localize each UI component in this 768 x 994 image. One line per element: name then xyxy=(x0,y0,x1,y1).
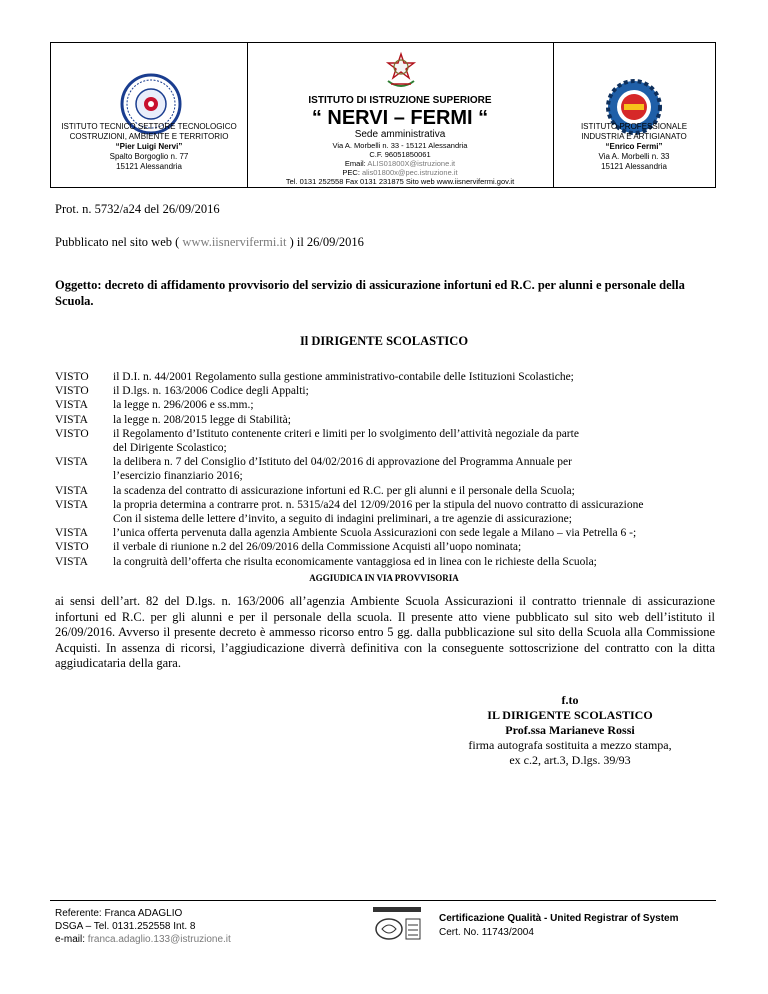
consideration-text: la propria determina a contrarre prot. n. 5315/a24 del 12/09/2016 per la stipula del nuovo contratto di assicurazione xyxy=(113,498,644,511)
consideration-text: del Dirigente Scolastico; xyxy=(113,442,227,455)
consideration-label: VISTA xyxy=(55,555,88,568)
consideration-label xyxy=(55,512,113,526)
school-tax-code: C.F. 96051850061 xyxy=(369,150,431,159)
consideration-label: VISTA xyxy=(55,484,88,497)
footer-contact xyxy=(55,907,231,946)
nervi-type-line: ISTITUTO TECNICO SETTORE TECNOLOGICO xyxy=(61,122,237,131)
dirigente-heading: Il DIRIGENTE SCOLASTICO xyxy=(299,334,469,348)
considerations-list xyxy=(55,370,720,569)
school-address: Via A. Morbelli n. 33 - 15121 Alessandria xyxy=(332,141,468,150)
nervi-institute-info xyxy=(51,122,247,172)
consideration-row xyxy=(55,526,720,540)
protocol-number: Prot. n. 5732/a24 del 26/09/2016 xyxy=(55,202,220,216)
footer-certification xyxy=(439,912,679,940)
certification-title: Certificazione Qualità - United Registrar of System xyxy=(439,913,679,924)
consideration-row xyxy=(55,512,720,526)
school-email-line xyxy=(247,159,553,168)
consideration-row xyxy=(55,540,720,554)
school-pec-link[interactable]: alis01800x@pec.istruzione.it xyxy=(362,168,458,177)
decision-paragraph: ai sensi dell’art. 82 del D.lgs. n. 163/2006 all’agenzia Ambiente Scuola Assicurazioni il contratto triennale di assicurazione infortuni ed R.C. per gli alunni e per il personale della scuola. Il presente atto viene pubblicato sul sito web dell’istituto il 26/09/2016. Avverso il presente decreto è ammesso ricorso entro 5 gg. dalla pubblicazione sul sito della Scuola alla Commissione Acquisti. In assenza di ricorsi, l’aggiudicazione diverrà definitiva con la conseguente sottoscrizione del contratto con la ditta aggiudicataria della gara. xyxy=(55,594,715,671)
consideration-row xyxy=(55,370,720,384)
letterhead-right xyxy=(553,43,715,187)
publication-line xyxy=(55,235,364,250)
certification-number: Cert. No. 11743/2004 xyxy=(439,927,534,938)
footer-email-line xyxy=(55,933,231,946)
consideration-row xyxy=(55,413,720,427)
nervi-address: Spalto Borgoglio n. 77 xyxy=(109,152,189,161)
school-name: “ NERVI – FERMI “ xyxy=(311,107,489,129)
publication-prefix: Pubblicato nel sito web ( xyxy=(55,235,183,249)
consideration-label: VISTA xyxy=(55,527,88,540)
footer-email-label: e-mail: xyxy=(55,934,88,945)
fermi-address: Via A. Morbelli n. 33 xyxy=(598,152,670,161)
consideration-label: VISTO xyxy=(55,371,89,383)
signature-legal-ref: ex c.2, art.3, D.lgs. 39/93 xyxy=(509,753,631,767)
letterhead-left xyxy=(51,43,248,187)
consideration-row xyxy=(55,469,720,483)
subject: Oggetto: decreto di affidamento provvisorio del servizio di assicurazione infortuni ed R.C. per alunni e personale della Scuola. xyxy=(55,278,685,308)
consideration-label: VISTO xyxy=(55,385,89,398)
nervi-city: 15121 Alessandria xyxy=(116,162,182,171)
consideration-label: VISTO xyxy=(55,541,89,554)
signature-title: IL DIRIGENTE SCOLASTICO xyxy=(487,708,653,722)
consideration-text: la legge n. 296/2006 e ss.mm.; xyxy=(113,399,254,412)
nervi-branch-line: COSTRUZIONI, AMBIENTE E TERRITORIO xyxy=(69,132,229,141)
consideration-row xyxy=(55,384,720,398)
letterhead-center xyxy=(247,43,554,187)
consideration-text: l’esercizio finanziario 2016; xyxy=(113,470,243,483)
school-seat: Sede amministrativa xyxy=(354,129,446,140)
signature-name: Prof.ssa Marianeve Rossi xyxy=(505,723,635,737)
consideration-text: la delibera n. 7 del Consiglio d’Istituto del 04/02/2016 di approvazione del Programma Annuale per xyxy=(113,456,572,469)
consideration-label xyxy=(55,441,113,455)
letterhead xyxy=(50,42,716,188)
consideration-row xyxy=(55,498,720,512)
consideration-label: VISTO xyxy=(55,427,89,440)
consideration-label xyxy=(55,469,113,483)
consideration-text: la congruità dell’offerta che risulta economicamente vantaggiosa ed in linea con le richieste della Scuola; xyxy=(113,555,597,568)
signature-block xyxy=(420,693,720,768)
consideration-row xyxy=(55,484,720,498)
consideration-row xyxy=(55,555,720,569)
consideration-label: VISTA xyxy=(55,399,88,412)
consideration-text: il verbale di riunione n.2 del 26/09/2016 della Commissione Acquisti all’uopo nominata; xyxy=(113,541,522,554)
consideration-row xyxy=(55,427,720,441)
email-label: Email: xyxy=(344,159,368,168)
fermi-name: “Enrico Fermi” xyxy=(605,142,663,151)
footer-divider xyxy=(50,900,716,901)
italian-republic-emblem-icon xyxy=(384,51,418,89)
fermi-type-line: ISTITUTO PROFESSIONALE xyxy=(580,122,688,131)
website-link[interactable]: www.iisnervifermi.it xyxy=(182,235,287,249)
consideration-row xyxy=(55,441,720,455)
consideration-text: Con il sistema delle lettere d’invito, a seguito di indagini preliminari, a tre agenzie di assicurazione; xyxy=(113,513,572,526)
consideration-text: il Regolamento d’Istituto contenente criteri e limiti per lo svolgimento dell’attività negoziale da parte xyxy=(113,427,579,440)
school-phone-web: Tel. 0131 252558 Fax 0131 231875 Sito web www.iisnervifermi.gov.it xyxy=(285,177,515,186)
school-contacts xyxy=(247,141,553,186)
aggiudica-heading: AGGIUDICA IN VIA PROVVISORIA xyxy=(309,573,459,583)
fermi-institute-info xyxy=(553,122,715,172)
publication-suffix: ) il 26/09/2016 xyxy=(286,235,364,249)
footer-referente: Referente: Franca ADAGLIO xyxy=(55,908,183,919)
consideration-text: l’unica offerta pervenuta dalla agenzia Ambiente Scuola Assicurazioni con sede legale a Milano – via Petrella 6 -; xyxy=(113,527,637,540)
school-email-link[interactable]: ALIS01800X@istruzione.it xyxy=(367,159,456,168)
fermi-branch-line: INDUSTRIA E ARTIGIANATO xyxy=(581,132,687,141)
footer-email-link[interactable]: franca.adaglio.133@istruzione.it xyxy=(87,934,231,945)
consideration-label: VISTA xyxy=(55,456,88,469)
certification-mark-icon xyxy=(370,905,424,945)
consideration-row xyxy=(55,398,720,412)
nervi-name: “Pier Luigi Nervi” xyxy=(115,142,183,151)
consideration-text: la scadenza del contratto di assicurazione infortuni ed R.C. per gli alunni e il personale della Scuola; xyxy=(113,484,575,497)
school-type: ISTITUTO DI ISTRUZIONE SUPERIORE xyxy=(308,95,492,106)
signature-fto: f.to xyxy=(561,693,579,707)
consideration-label: VISTA xyxy=(55,498,88,511)
pec-label: PEC: xyxy=(342,168,362,177)
consideration-label: VISTA xyxy=(55,413,88,426)
fermi-city: 15121 Alessandria xyxy=(601,162,667,171)
signature-note: firma autografa sostituita a mezzo stampa, xyxy=(468,738,672,752)
school-pec-line xyxy=(247,168,553,177)
footer-dsga: DSGA – Tel. 0131.252558 Int. 8 xyxy=(55,921,196,932)
consideration-text: il D.I. n. 44/2001 Regolamento sulla gestione amministrativo-contabile delle Istituzioni Scolastiche; xyxy=(113,371,574,383)
consideration-text: la legge n. 208/2015 legge di Stabilità; xyxy=(113,413,291,426)
consideration-row xyxy=(55,455,720,469)
consideration-text: il D.lgs. n. 163/2006 Codice degli Appalti; xyxy=(113,385,309,398)
